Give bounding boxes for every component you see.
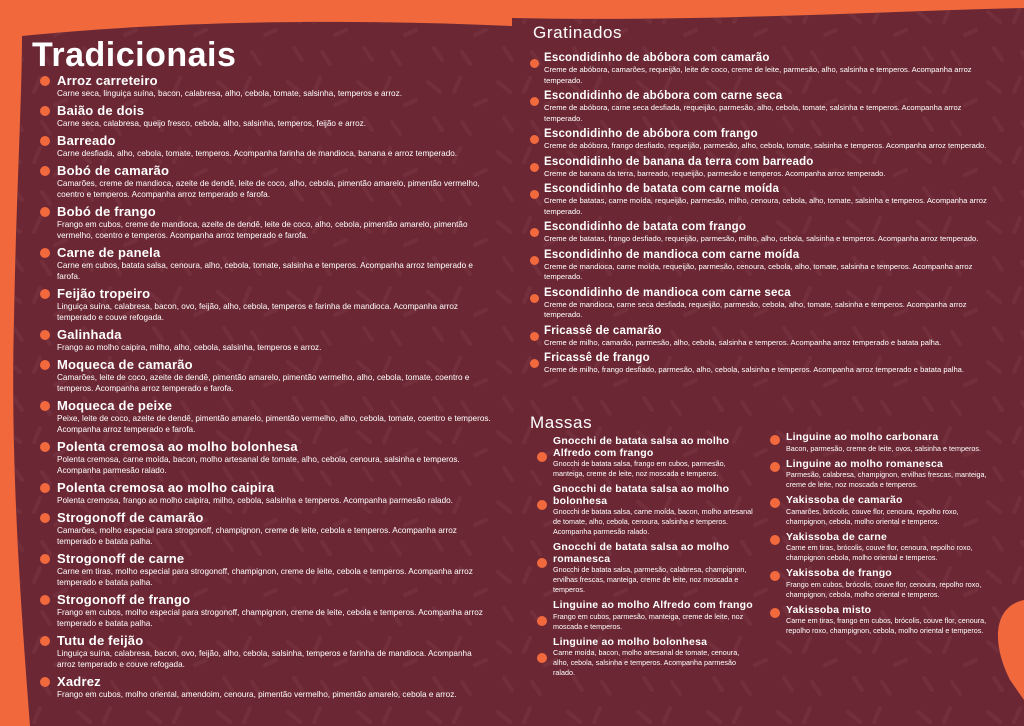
menu-item bbox=[770, 495, 995, 527]
bullet-dot-icon bbox=[537, 616, 547, 626]
menu-item-description: Creme de abóbora, camarões, requeijão, leite de coco, creme de leite, parmesão, alho, salsinha e temperos. Acompanha arroz temperado. bbox=[544, 65, 972, 85]
menu-item-name: Fricassê de frango bbox=[544, 352, 650, 364]
bullet-dot-icon bbox=[40, 513, 50, 523]
menu-item bbox=[530, 249, 1000, 283]
menu-item-description: Gnocchi de batata salsa, carne moída, bacon, molho artesanal de tomate, alho, cebola, cenoura, salsinha e temperos. Acompanha parmesão ralado. bbox=[553, 507, 753, 536]
menu-item-description: Carne em tiras, molho especial para strogonoff, champignon, creme de leite, cebola e temperos. Acompanha arroz temperado e batata palha. bbox=[57, 567, 473, 587]
menu-item-description: Creme de abóbora, carne seca desfiada, requeijão, parmesão, alho, cebola, tomate, salsinha e temperos. Acompanha arroz temperado. bbox=[544, 103, 962, 123]
bullet-dot-icon bbox=[530, 359, 539, 368]
menu-item-description: Parmesão, calabresa, champignon, ervilhas frescas, manteiga, creme de leite, noz moscada e temperos. bbox=[786, 470, 987, 489]
menu-item-name: Bobó de frango bbox=[57, 204, 156, 219]
menu-item-name: Yakissoba de camarão bbox=[786, 494, 903, 506]
menu-item bbox=[537, 600, 755, 632]
menu-item bbox=[40, 675, 492, 700]
bullet-dot-icon bbox=[40, 248, 50, 258]
section-title-massas: Massas bbox=[530, 413, 593, 432]
menu-item bbox=[530, 156, 1000, 180]
bullet-dot-icon bbox=[40, 554, 50, 564]
bullet-dot-icon bbox=[40, 289, 50, 299]
menu-item bbox=[530, 183, 1000, 217]
tradicionais-section bbox=[32, 36, 492, 705]
menu-item bbox=[40, 287, 492, 323]
menu-item bbox=[770, 459, 995, 491]
menu-item-name: Linguine ao molho carbonara bbox=[786, 431, 939, 443]
menu-item bbox=[40, 205, 492, 241]
menu-item-description: Frango em cubos, creme de mandioca, azeite de dendê, leite de coco, alho, cebola, pimentão amarelo, pimentão vermelho, coentro e temperos. Acompanha arroz temperado e farofa. bbox=[57, 220, 468, 240]
menu-item-description: Carne em tiras, brócolis, couve flor, cenoura, repolho roxo, champignon cebola, molho oriental e temperos. bbox=[786, 543, 973, 562]
menu-item-name: Strogonoff de camarão bbox=[57, 510, 204, 525]
menu-item bbox=[770, 532, 995, 564]
menu-item-description: Frango em cubos, parmesão, manteiga, creme de leite, noz moscada e temperos. bbox=[553, 611, 744, 631]
bullet-dot-icon bbox=[40, 360, 50, 370]
menu-item-description: Linguiça suína, calabresa, bacon, ovo, feijão, alho, cebola, salsinha, temperos e farinha de mandioca. Acompanha arroz temperado e couve refogada. bbox=[57, 649, 472, 669]
menu-item bbox=[40, 593, 492, 629]
bullet-dot-icon bbox=[530, 163, 539, 172]
menu-item bbox=[40, 399, 492, 435]
bullet-dot-icon bbox=[40, 106, 50, 116]
menu-item-name: Barreado bbox=[57, 133, 116, 148]
menu-item-description: Linguiça suína, calabresa, bacon, ovo, feijão, alho, cebola, temperos e farinha de mandioca. Acompanha arroz temperado e couve refogada. bbox=[57, 302, 458, 322]
bullet-dot-icon bbox=[770, 571, 780, 581]
menu-item-name: Fricassê de camarão bbox=[544, 324, 662, 337]
bullet-dot-icon bbox=[530, 228, 539, 237]
menu-item bbox=[40, 358, 492, 394]
menu-item-name: Arroz carreteiro bbox=[57, 73, 158, 88]
bullet-dot-icon bbox=[40, 401, 50, 411]
bullet-dot-icon bbox=[770, 435, 780, 445]
menu-item-description: Creme de milho, camarão, parmesão, alho, cebola, salsinha e temperos. Acompanha arroz temperado e batata palha. bbox=[544, 337, 942, 347]
menu-item-name: Escondidinho de batata com carne moída bbox=[544, 183, 780, 195]
menu-item bbox=[40, 552, 492, 588]
bullet-dot-icon bbox=[770, 535, 780, 545]
menu-item bbox=[530, 221, 1000, 245]
bullet-dot-icon bbox=[40, 677, 50, 687]
menu-item-description: Creme de mandioca, carne seca desfiada, requeijão, parmesão, cebola, alho, tomate, salsinha e temperos. Acompanha arroz temperado. bbox=[544, 299, 967, 319]
menu-item-description: Camarões, molho especial para strogonoff, champignon, creme de leite, cebola e temperos. Acompanha arroz temperado e batata palha. bbox=[57, 526, 457, 546]
menu-item-name: Baião de dois bbox=[57, 103, 145, 118]
menu-item bbox=[40, 104, 492, 129]
menu-item-name: Galinhada bbox=[57, 327, 122, 342]
menu-item-description: Camarões, creme de mandioca, azeite de dendê, leite de coco, alho, cebola, pimentão amarelo, pimentão vermelho, coentro e temperos. Acompanha arroz temperado e farofa. bbox=[57, 179, 480, 199]
menu-item-name: Strogonoff de frango bbox=[57, 592, 191, 607]
bullet-dot-icon bbox=[530, 135, 539, 144]
menu-item bbox=[770, 605, 995, 637]
menu-item-name: Moqueca de peixe bbox=[57, 398, 173, 413]
menu-item bbox=[40, 164, 492, 200]
bullet-dot-icon bbox=[40, 207, 50, 217]
bullet-dot-icon bbox=[40, 136, 50, 146]
bullet-dot-icon bbox=[770, 462, 780, 472]
bullet-dot-icon bbox=[40, 483, 50, 493]
menu-item-description: Camarões, leite de coco, azeite de dendê, pimentão amarelo, pimentão vermelho, alho, cebola, tomate, coentro e temperos. Acompanha arroz temperado e farofa. bbox=[57, 373, 470, 393]
menu-item-name: Gnocchi de batata salsa ao molho Alfredo com frango bbox=[553, 435, 730, 459]
menu-item-description: Frango em cubos, molho especial para strogonoff, champignon, creme de leite, cebola e temperos. Acompanha arroz temperado e batata palha. bbox=[57, 608, 483, 628]
menu-item-description: Frango ao molho caipira, milho, alho, cebola, salsinha, temperos e arroz. bbox=[57, 343, 322, 352]
bullet-dot-icon bbox=[537, 653, 547, 663]
bullet-dot-icon bbox=[537, 452, 547, 462]
menu-item-description: Creme de batatas, carne moída, requeijão, parmesão, milho, cenoura, cebola, alho, tomate, salsinha e temperos. Acompanha arroz temperado. bbox=[544, 196, 987, 216]
menu-item-description: Creme de mandioca, carne moída, requeijão, parmesão, cenoura, cebola, alho, tomate, salsinha e temperos. Acompanha arroz temperado. bbox=[544, 261, 973, 281]
menu-item bbox=[40, 134, 492, 159]
menu-item-name: Escondidinho de mandioca com carne seca bbox=[544, 286, 791, 299]
menu-item-name: Escondidinho de abóbora com frango bbox=[544, 128, 758, 140]
menu-item-name: Yakissoba de carne bbox=[786, 530, 888, 543]
tradicionais-list bbox=[40, 74, 492, 700]
menu-item bbox=[537, 436, 755, 479]
menu-item-name: Moqueca de camarão bbox=[57, 357, 193, 372]
menu-item-name: Strogonoff de carne bbox=[57, 551, 185, 566]
menu-item-description: Frango em cubos, molho oriental, amendoim, cenoura, pimentão vermelho, pimentão amarelo, cebola e arroz. bbox=[57, 690, 457, 699]
menu-item-name: Escondidinho de banana da terra com barreado bbox=[544, 155, 814, 168]
menu-item-name: Gnocchi de batata salsa ao molho bolonhesa bbox=[553, 483, 730, 507]
bullet-dot-icon bbox=[40, 636, 50, 646]
menu-item bbox=[40, 440, 492, 476]
menu-item-description: Creme de milho, frango desfiado, parmesão, alho, cebola, salsinha e temperos. Acompanha arroz temperado e batata palha. bbox=[544, 365, 965, 374]
menu-item-name: Feijão tropeiro bbox=[57, 286, 151, 301]
menu-item bbox=[537, 637, 755, 679]
menu-item-description: Polenta cremosa, carne moída, bacon, molho artesanal de tomate, alho, cebola, cenoura, salsinha e temperos. Acompanha parmesão ralado. bbox=[57, 455, 460, 475]
gratinados-section bbox=[530, 24, 1000, 380]
menu-item bbox=[530, 287, 1000, 321]
menu-item-name: Linguine ao molho romanesca bbox=[786, 457, 944, 470]
menu-item bbox=[770, 568, 995, 600]
menu-item-description: Gnocchi de batata salsa, parmesão, calabresa, champignon, ervilhas frescas, manteiga, creme de leite, noz moscada e temperos. bbox=[553, 565, 747, 594]
bullet-dot-icon bbox=[770, 608, 780, 618]
menu-item-description: Carne seca, calabresa, queijo fresco, cebola, alho, salsinha, temperos, feijão e arroz. bbox=[57, 119, 367, 128]
bullet-dot-icon bbox=[530, 256, 539, 265]
bullet-dot-icon bbox=[530, 332, 539, 341]
menu-item bbox=[40, 511, 492, 547]
menu-item-name: Yakissoba misto bbox=[786, 603, 872, 616]
bullet-dot-icon bbox=[530, 294, 539, 303]
menu-item-description: Creme de batatas, frango desfiado, requeijão, parmesão, milho, alho, cebola, salsinha e temperos. Acompanha arroz temperado. bbox=[544, 234, 979, 243]
menu-item-name: Linguine ao molho Alfredo com frango bbox=[553, 599, 753, 611]
menu-item-name: Escondidinho de abóbora com camarão bbox=[544, 52, 770, 64]
menu-item bbox=[40, 246, 492, 282]
menu-item-name: Tutu de feijão bbox=[57, 633, 144, 648]
menu-item-description: Carne em cubos, batata salsa, cenoura, alho, cebola, tomate, salsinha e temperos. Acompanha arroz temperado e farofa. bbox=[57, 261, 473, 281]
menu-item-description: Creme de abóbora, frango desfiado, requeijão, parmesão, alho, cebola, tomate, salsinha e temperos. Acompanha arroz temperado. bbox=[544, 141, 987, 150]
massas-list-left bbox=[537, 436, 755, 683]
menu-item-description: Carne em tiras, frango em cubos, brócolis, couve flor, cenoura, repolho roxo, champignon, cebola, molho oriental e temperos. bbox=[786, 616, 987, 635]
menu-item bbox=[40, 481, 492, 506]
menu-item bbox=[40, 74, 492, 99]
massas-list-right bbox=[770, 432, 995, 641]
menu-item-name: Polenta cremosa ao molho bolonhesa bbox=[57, 439, 298, 454]
menu-item-description: Carne desfiada, alho, cebola, tomate, temperos. Acompanha farinha de mandioca, banana e arroz temperado. bbox=[57, 149, 458, 158]
menu-item-description: Carne seca, linguiça suína, bacon, calabresa, alho, cebola, tomate, salsinha, temperos e arroz. bbox=[57, 89, 402, 98]
bullet-dot-icon bbox=[40, 442, 50, 452]
bullet-dot-icon bbox=[40, 166, 50, 176]
menu-item-description: Carne moída, bacon, molho artesanal de tomate, cenoura, alho, cebola, salsinha e temperos. Acompanha parmesão ralado. bbox=[553, 648, 740, 677]
menu-item-name: Escondidinho de mandioca com carne moída bbox=[544, 248, 800, 261]
bullet-dot-icon bbox=[530, 97, 539, 106]
menu-item-name: Gnocchi de batata salsa ao molho romanesca bbox=[553, 541, 730, 565]
menu-item bbox=[530, 128, 1000, 152]
menu-item bbox=[537, 542, 755, 595]
menu-item-description: Gnocchi de batata salsa, frango em cubos, parmesão, manteiga, creme de leite, noz moscada e temperos. bbox=[553, 459, 726, 478]
bullet-dot-icon bbox=[770, 498, 780, 508]
menu-item bbox=[530, 352, 1000, 376]
menu-item bbox=[770, 432, 995, 454]
menu-item-description: Polenta cremosa, frango ao molho caipira, milho, cebola, salsinha e temperos. Acompanha parmesão ralado. bbox=[57, 496, 453, 505]
menu-item-description: Bacon, parmesão, creme de leite, ovos, salsinha e temperos. bbox=[786, 443, 981, 453]
section-title-gratinados: Gratinados bbox=[533, 23, 623, 42]
bullet-dot-icon bbox=[530, 59, 539, 68]
menu-item bbox=[40, 634, 492, 670]
bullet-dot-icon bbox=[537, 500, 547, 510]
gratinados-list bbox=[530, 52, 1000, 376]
menu-item-name: Carne de panela bbox=[57, 245, 161, 260]
bullet-dot-icon bbox=[40, 330, 50, 340]
menu-item-name: Escondidinho de abóbora com carne seca bbox=[544, 90, 783, 102]
menu-item bbox=[530, 325, 1000, 349]
menu-item-name: Xadrez bbox=[57, 674, 101, 689]
bullet-dot-icon bbox=[530, 190, 539, 199]
bullet-dot-icon bbox=[537, 558, 547, 568]
menu-item-name: Escondidinho de batata com frango bbox=[544, 221, 747, 233]
menu-item bbox=[530, 52, 1000, 86]
menu-item-name: Polenta cremosa ao molho caipira bbox=[57, 480, 275, 495]
menu-item-name: Linguine ao molho bolonhesa bbox=[553, 635, 708, 648]
menu-item bbox=[537, 484, 755, 537]
menu-item bbox=[530, 90, 1000, 124]
menu-item-name: Yakissoba de frango bbox=[786, 567, 892, 579]
bullet-dot-icon bbox=[40, 595, 50, 605]
menu-item-description: Frango em cubos, brócolis, couve flor, cenoura, repolho roxo, champignon, cebola, molho oriental e temperos. bbox=[786, 579, 982, 599]
menu-item-description: Creme de banana da terra, barreado, requeijão, parmesão e temperos. Acompanha arroz temperado. bbox=[544, 168, 886, 178]
menu-item-name: Bobó de camarão bbox=[57, 163, 170, 178]
menu-item-description: Peixe, leite de coco, azeite de dendê, pimentão amarelo, pimentão vermelho, alho, cebola, tomate, coentro e temperos. Acompanha arroz temperado e farofa. bbox=[57, 414, 491, 434]
menu-item bbox=[40, 328, 492, 353]
menu-item-description: Camarões, brócolis, couve flor, cenoura, repolho roxo, champignon, cebola, molho oriental e temperos. bbox=[786, 506, 959, 526]
section-title-tradicionais: Tradicionais bbox=[32, 36, 237, 74]
bullet-dot-icon bbox=[40, 76, 50, 86]
